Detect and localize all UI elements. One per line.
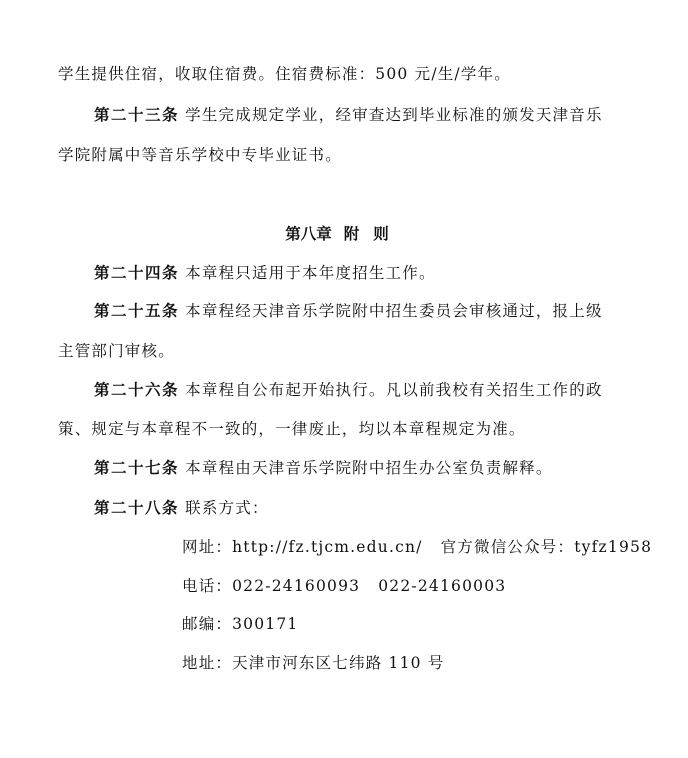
article-26-cont [58, 419, 526, 439]
article-24 [94, 263, 436, 283]
chapter-number: 第八章 [285, 224, 332, 243]
article-27-title: 第二十七条 [94, 458, 180, 477]
contact-postcode-row [182, 614, 298, 634]
contact-address-row [182, 653, 445, 673]
article-23-text-1: 学生完成规定学业，经审查达到毕业标准的颁发天津音乐 [185, 106, 603, 124]
article-26-title: 第二十六条 [94, 380, 180, 399]
article-23-title: 第二十三条 [94, 105, 180, 124]
phone-label: 电话： [182, 577, 233, 595]
contact-phone-row [182, 576, 506, 596]
article-22-text: 学生提供住宿，收取住宿费。住宿费标准：500 元/生/学年。 [58, 65, 511, 83]
article-25-text-2: 主管部门审核。 [58, 342, 175, 360]
address-label: 地址： [182, 654, 233, 672]
chapter-heading [0, 224, 688, 244]
chapter-title: 附则 [343, 224, 403, 243]
article-25-title: 第二十五条 [94, 301, 180, 320]
phone-2: 022-24160003 [378, 577, 507, 595]
article-24-text-1: 本章程只适用于本年度招生工作。 [185, 264, 436, 282]
wechat-label: 官方微信公众号： [440, 538, 575, 556]
article-23 [94, 105, 603, 125]
address-value: 天津市河东区七纬路 110 号 [232, 654, 445, 672]
phone-1: 022-24160093 [232, 577, 361, 595]
wechat-id: tyfz1958 [574, 538, 653, 556]
article-26-text-2: 策、规定与本章程不一致的，一律废止，均以本章程规定为准。 [58, 420, 526, 438]
article-28-title: 第二十八条 [94, 498, 180, 517]
article-26 [94, 380, 603, 400]
website-link[interactable]: http://fz.tjcm.edu.cn/ [232, 538, 423, 556]
contact-website-row [182, 537, 652, 557]
article-22-tail [58, 64, 511, 84]
postcode-value: 300171 [232, 615, 299, 633]
article-26-text-1: 本章程自公布起开始执行。凡以前我校有关招生工作的政 [185, 381, 603, 399]
article-24-title: 第二十四条 [94, 263, 180, 282]
article-25-text-1: 本章程经天津音乐学院附中招生委员会审核通过，报上级 [185, 302, 603, 320]
postcode-label: 邮编： [182, 615, 233, 633]
article-23-text-2: 学院附属中等音乐学校中专毕业证书。 [58, 146, 342, 164]
article-28-text-1: 联系方式： [185, 499, 269, 517]
article-27 [94, 458, 553, 478]
article-25 [94, 301, 603, 321]
article-23-cont [58, 145, 342, 165]
website-label: 网址： [182, 538, 233, 556]
article-27-text-1: 本章程由天津音乐学院附中招生办公室负责解释。 [185, 459, 553, 477]
article-25-cont [58, 341, 175, 361]
article-28 [94, 498, 269, 518]
